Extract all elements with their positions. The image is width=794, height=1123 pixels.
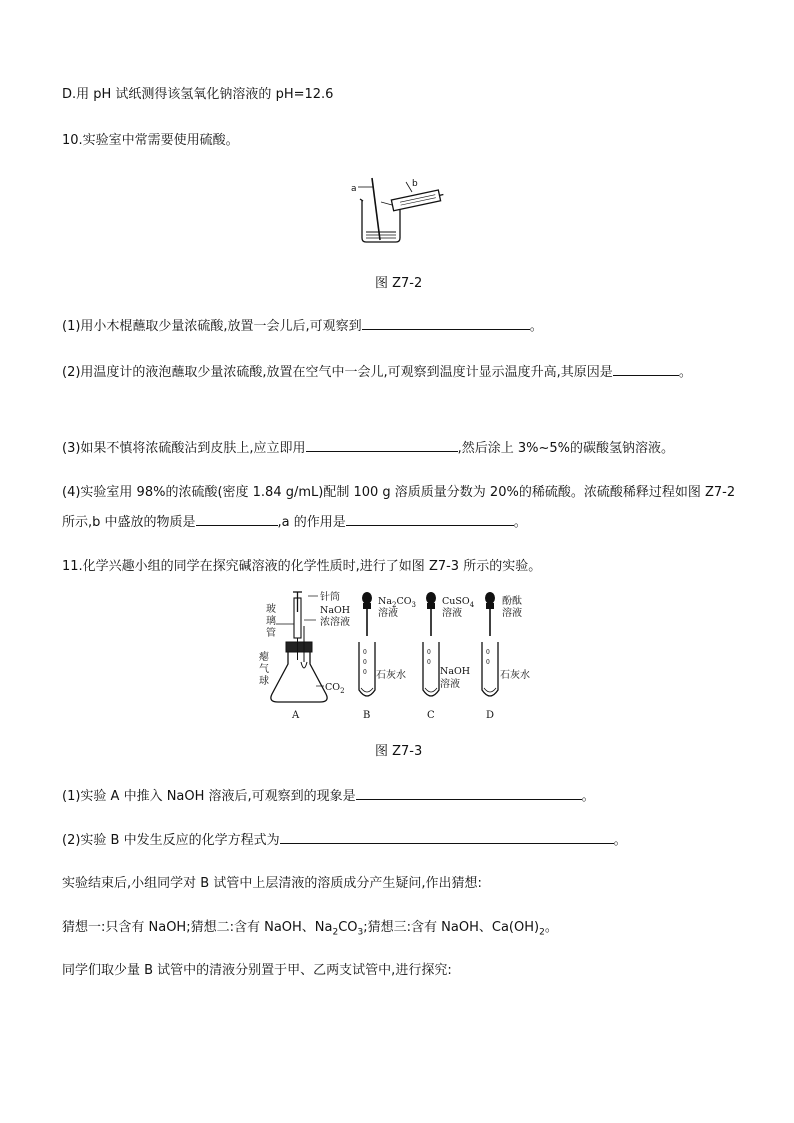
q10-3-text: (3)如果不慎将浓硫酸沾到皮肤上,应立即用 [62,441,306,456]
svg-text:溶液: 溶液 [502,608,522,619]
question-11-2: (2)实验 B 中发生反应的化学方程式为 。 [62,830,627,850]
svg-text:瘪: 瘪 [259,652,269,663]
apparatus-c [423,592,475,721]
answer-blank[interactable] [362,316,530,330]
svg-text:酚酞: 酚酞 [502,596,522,607]
option-d: D.用 pH 试纸测得该氢氧化钠溶液的 pH=12.6 [62,87,334,102]
apparatus-b [359,592,416,721]
answer-blank[interactable] [306,438,458,452]
q10-1-text: (1)用小木棍蘸取少量浓硫酸,放置一会儿后,可观察到 [62,319,362,334]
flask [271,652,327,702]
svg-text:气: 气 [259,664,269,675]
letter-a: A [292,710,300,721]
answer-blank[interactable] [356,786,582,800]
answer-blank[interactable] [196,512,278,526]
svg-text:NaOH: NaOH [440,666,471,677]
svg-text:溶液: 溶液 [378,608,398,619]
svg-text:璃: 璃 [266,616,276,627]
pouring-vessel [391,190,440,211]
svg-text:0: 0 [363,659,367,666]
question-10-4-cont: 所示,b 中盛放的物质是 ,a 的作用是 。 [62,512,527,532]
naoh-label: NaOH [320,605,351,616]
svg-text:0: 0 [363,649,367,656]
svg-text:石灰水: 石灰水 [500,670,530,681]
paragraph-procedure: 同学们取少量 B 试管中的清液分别置于甲、乙两支试管中,进行探究: [62,963,452,978]
balloon [301,662,307,668]
glass-rod [372,178,380,240]
svg-text:Na2CO3: $Na_2CO_3$ [378,596,416,609]
svg-text:0: 0 [363,669,367,676]
apparatus-d [482,592,530,721]
question-10-1: (1)用小木棍蘸取少量浓硫酸,放置一会儿后,可观察到 。 [62,316,543,336]
co2-label: $CO_2$ [325,682,345,695]
figure-z7-3 [250,590,550,725]
stopper [286,642,312,652]
answer-blank[interactable] [613,362,679,376]
question-10-title: 10.实验室中常需要使用硫酸。 [62,133,239,148]
svg-text:0: 0 [427,649,431,656]
letter-c: C [427,710,435,721]
paragraph-hypotheses: 猜想一:只含有 NaOH;猜想二:含有 NaOH、$Na_2CO_3$;猜想三:含有 NaOH、$Ca(OH)_2$。 [62,920,558,938]
question-10-4: (4)实验室用 98%的浓硫酸(密度 1.84 g/mL)配制 100 g 溶质质量分数为 20%的稀硫酸。浓硫酸稀释过程如图 Z7-2 [62,485,736,500]
svg-text:玻: 玻 [266,604,276,615]
naoh-conc-label: 浓溶液 [320,617,350,628]
svg-text:0: 0 [486,659,490,666]
apparatus-a [259,590,350,721]
question-10-2: (2)用温度计的液泡蘸取少量浓硫酸,放置在空气中一会儿,可观察到温度计显示温度升高,其原因是 。 [62,362,692,382]
svg-text:溶液: 溶液 [442,608,462,619]
svg-text:0: 0 [427,659,431,666]
figure-z7-2-caption: 图 Z7-2 [375,276,423,291]
question-10-3: (3)如果不慎将浓硫酸沾到皮肤上,应立即用 ,然后涂上 3%~5%的碳酸氢钠溶液。 [62,438,674,458]
svg-text:石灰水: 石灰水 [376,670,406,681]
label-a: a [351,184,357,194]
syringe-label: 针筒 [320,592,340,603]
svg-text:0: 0 [486,649,490,656]
question-11-title: 11.化学兴趣小组的同学在探究碱溶液的化学性质时,进行了如图 Z7-3 所示的实验。 [62,559,542,574]
label-b: b [412,179,418,189]
letter-d: D [486,710,495,721]
svg-text:溶液: 溶液 [440,679,460,690]
svg-text:管: 管 [266,628,276,639]
question-11-1: (1)实验 A 中推入 NaOH 溶液后,可观察到的现象是 。 [62,786,595,806]
svg-text:CuSO4: CuSO$_4$ [442,596,475,609]
q10-2-text: (2)用温度计的液泡蘸取少量浓硫酸,放置在空气中一会儿,可观察到温度计显示温度升高,其原因是 [62,365,613,380]
paragraph-hypothesis-intro: 实验结束后,小组同学对 B 试管中上层清液的溶质成分产生疑问,作出猜想: [62,876,482,891]
answer-blank[interactable] [280,830,614,844]
svg-text:球: 球 [259,676,269,687]
figure-z7-3-caption: 图 Z7-3 [375,744,423,759]
figure-z7-2 [340,172,460,247]
answer-blank[interactable] [346,512,514,526]
letter-b: B [363,710,371,721]
